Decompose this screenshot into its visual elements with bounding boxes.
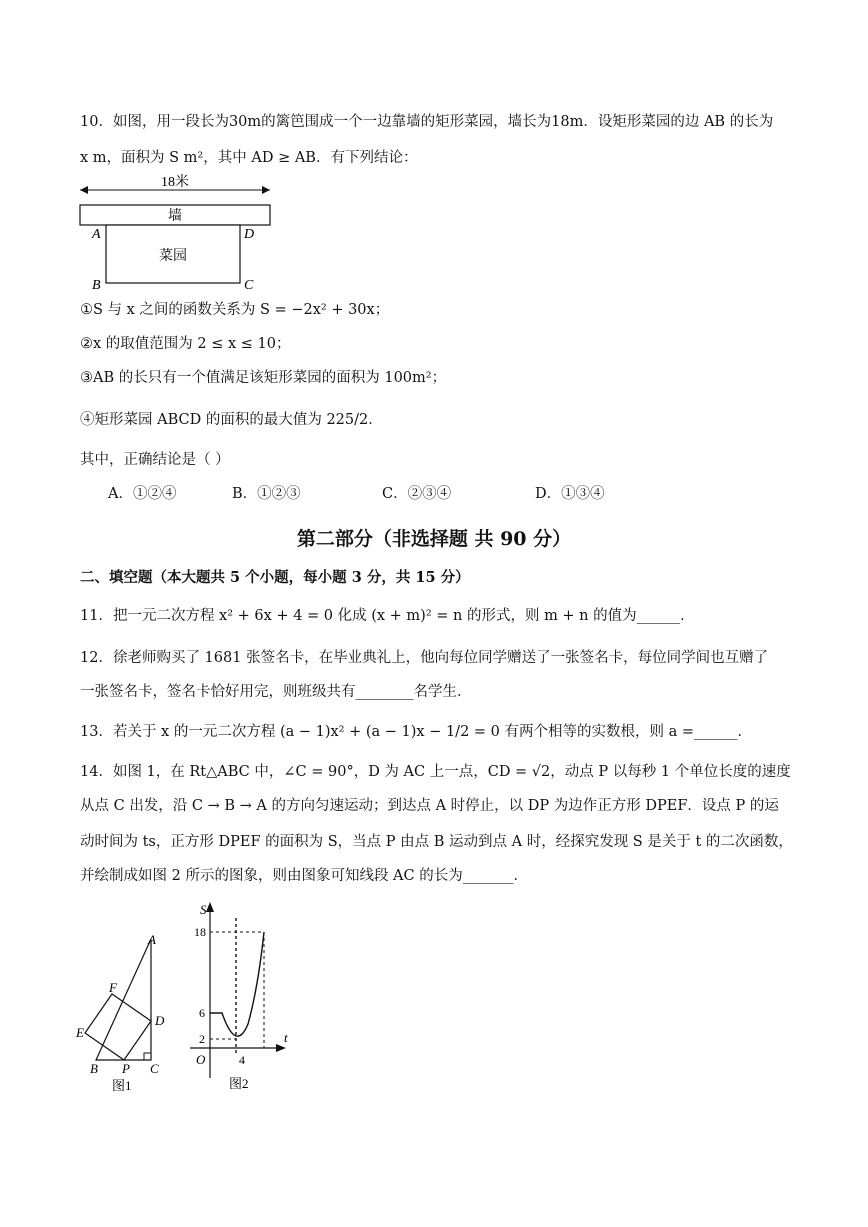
garden-figure — [74, 172, 284, 294]
wall-length-label: 18米 — [161, 175, 189, 190]
point-d: D — [244, 227, 255, 242]
fig1-point-p: P — [122, 1061, 130, 1076]
point-a: A — [92, 227, 101, 242]
q14-line4: 并绘制成如图 2 所示的图象，则由图象可知线段 AC 的长为_______． — [80, 868, 528, 884]
fig1-point-b: B — [90, 1061, 98, 1076]
q12-line1: 12．徐老师购买了 1681 张签名卡，在毕业典礼上，他向每位同学赠送了一张签名卡，每位同学间也互赠了 — [80, 650, 769, 666]
fig1-point-f: F — [109, 980, 117, 995]
fig1-point-a: A — [148, 932, 156, 947]
fig1-point-c: C — [150, 1061, 159, 1076]
point-b: B — [92, 278, 101, 293]
point-c: C — [244, 278, 254, 293]
part2-heading: 第二部分（非选择题 共 90 分） — [296, 528, 572, 550]
fig1-caption: 图1 — [112, 1078, 132, 1093]
section2-title: 二、填空题（本大题共 5 个小题，每小题 3 分，共 15 分） — [80, 569, 470, 586]
fig2-axis-s: S — [200, 902, 207, 917]
fig1-point-d: D — [155, 1013, 165, 1028]
q10-option-a: A．①②④ — [108, 486, 177, 502]
q10-option-d: D．①③④ — [535, 486, 605, 502]
q14-line2: 从点 C 出发，沿 C → B → A 的方向匀速运动；到达点 A 时停止，以 DP 为边作正方形 DPEF．设点 P 的运 — [80, 798, 779, 814]
figure-1 — [72, 925, 182, 1095]
fig2-tick-18: 18 — [194, 925, 206, 939]
fig2-tick-6: 6 — [199, 1006, 205, 1020]
q10-prompt: 其中，正确结论是（ ） — [80, 452, 230, 468]
q11-text: 11．把一元二次方程 x² + 6x + 4 = 0 化成 (x + m)² = n 的形式，则 m + n 的值为______． — [80, 608, 695, 624]
fig2-curve — [210, 932, 264, 1036]
garden-label: 菜园 — [159, 249, 187, 264]
q10-statement-4: ④矩形菜园 ABCD 的面积的最大值为 225/2． — [80, 412, 383, 428]
q12-line2: 一张签名卡，签名卡恰好用完，则班级共有________名学生． — [80, 684, 472, 700]
q14-line3: 动时间为 ts，正方形 DPEF 的面积为 S，当点 P 由点 B 运动到点 A 时，经探究发现 S 是关于 t 的二次函数， — [80, 834, 793, 850]
q13-text: 13．若关于 x 的一元二次方程 (a − 1)x² + (a − 1)x − 1/2 = 0 有两个相等的实数根，则 a =______． — [80, 724, 753, 740]
fig2-origin: O — [196, 1052, 206, 1067]
fig1-point-e: E — [76, 1025, 84, 1040]
q10-option-c: C．②③④ — [382, 486, 452, 502]
fig2-tick-4: 4 — [239, 1053, 245, 1067]
q10-line2: x m，面积为 S m²，其中 AD ≥ AB．有下列结论： — [80, 150, 418, 166]
figure-2 — [186, 898, 306, 1098]
fig2-caption: 图2 — [229, 1076, 249, 1091]
q10-line1: 10．如图，用一段长为30m的篱笆围成一个一边靠墙的矩形菜园，墙长为18m．设矩形菜园的边 AB 的长为 — [80, 114, 774, 130]
fig2-axis-t: t — [284, 1030, 288, 1045]
q10-statement-1: ①S 与 x 之间的函数关系为 S = −2x² + 30x； — [80, 302, 390, 318]
q10-statement-2: ②x 的取值范围为 2 ≤ x ≤ 10； — [80, 336, 291, 352]
q10-statement-3: ③AB 的长只有一个值满足该矩形菜园的面积为 100m²； — [80, 370, 447, 386]
q14-line1: 14．如图 1，在 Rt△ABC 中，∠C = 90°，D 为 AC 上一点，CD = √2，动点 P 以每秒 1 个单位长度的速度 — [80, 764, 791, 780]
wall-label: 墙 — [168, 209, 182, 224]
fig2-tick-2: 2 — [199, 1032, 205, 1046]
q10-option-b: B．①②③ — [232, 486, 301, 502]
